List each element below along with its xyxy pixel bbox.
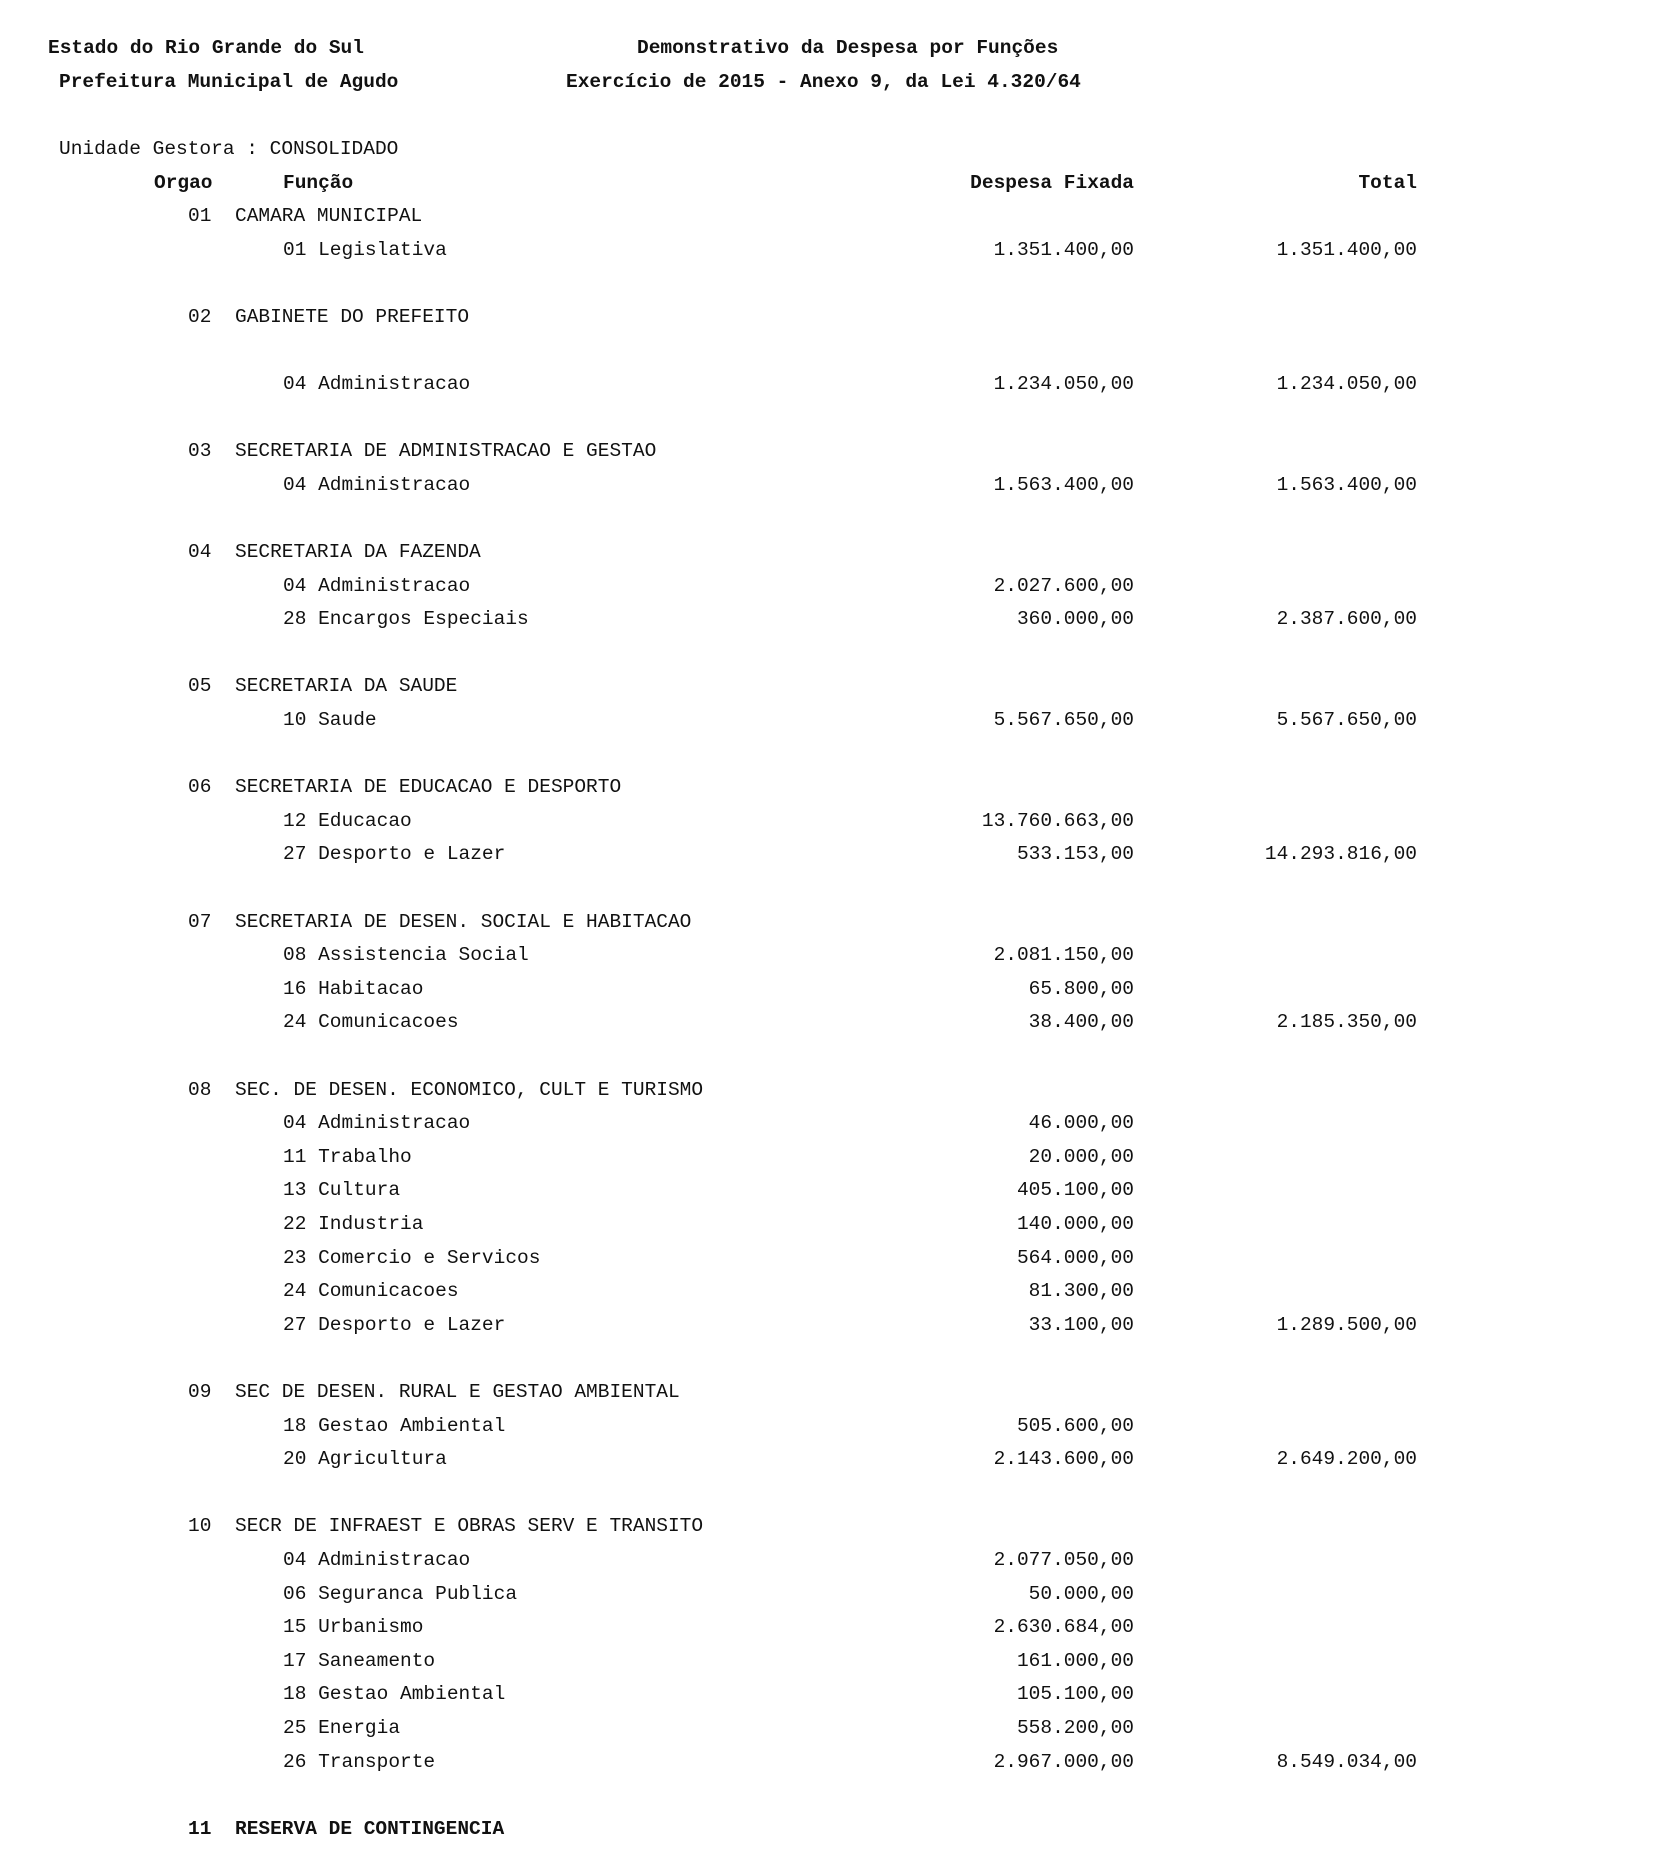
- orgao-code: 06: [188, 776, 212, 798]
- despesa-fixada-value: 2.967.000,00: [993, 1751, 1134, 1773]
- despesa-fixada-value: 2.077.050,00: [993, 1549, 1134, 1571]
- orgao-total-value: 1.351.400,00: [1276, 239, 1417, 261]
- report-title: Demonstrativo da Despesa por Funções: [637, 37, 1059, 59]
- orgao-total-value: 1.563.400,00: [1276, 474, 1417, 496]
- despesa-fixada-value: 533.153,00: [1016, 843, 1134, 865]
- despesa-fixada-value: 46.000,00: [1028, 1112, 1134, 1134]
- despesa-fixada-value: 2.027.600,00: [993, 575, 1134, 597]
- orgao-name: SEC DE DESEN. RURAL E GESTAO AMBIENTAL: [235, 1381, 680, 1403]
- funcao-label: 04 Administracao: [283, 1549, 471, 1571]
- orgao-total-value: 1.234.050,00: [1276, 373, 1417, 395]
- orgao-name: SECRETARIA DA SAUDE: [235, 675, 458, 697]
- funcao-label: 04 Administracao: [283, 1112, 471, 1134]
- orgao-code: 09: [188, 1381, 212, 1403]
- despesa-fixada-value: 1.563.400,00: [993, 474, 1134, 496]
- despesa-fixada-value: 81.300,00: [1028, 1280, 1134, 1302]
- column-header-orgao: Orgao: [154, 172, 213, 194]
- orgao-code: 03: [188, 440, 212, 462]
- funcao-label: 20 Agricultura: [283, 1448, 447, 1470]
- despesa-fixada-value: 2.081.150,00: [993, 944, 1134, 966]
- funcao-label: 27 Desporto e Lazer: [283, 1314, 506, 1336]
- orgao-name: SEC. DE DESEN. ECONOMICO, CULT E TURISMO: [235, 1079, 704, 1101]
- orgao-name: SECRETARIA DE EDUCACAO E DESPORTO: [235, 776, 622, 798]
- funcao-label: 17 Saneamento: [283, 1650, 436, 1672]
- despesa-fixada-value: 140.000,00: [1016, 1213, 1134, 1235]
- orgao-total-value: 2.387.600,00: [1276, 608, 1417, 630]
- funcao-label: 04 Administracao: [283, 474, 471, 496]
- orgao-code: 01: [188, 205, 212, 227]
- funcao-label: 04 Administracao: [283, 575, 471, 597]
- funcao-label: 06 Seguranca Publica: [283, 1583, 518, 1605]
- orgao-total-value: 2.649.200,00: [1276, 1448, 1417, 1470]
- orgao-code: 08: [188, 1079, 212, 1101]
- funcao-label: 27 Desporto e Lazer: [283, 843, 506, 865]
- unidade-gestora: Unidade Gestora : CONSOLIDADO: [59, 138, 399, 160]
- funcao-label: 28 Encargos Especiais: [283, 608, 529, 630]
- funcao-label: 04 Administracao: [283, 373, 471, 395]
- despesa-fixada-value: 20.000,00: [1028, 1146, 1134, 1168]
- funcao-label: 18 Gestao Ambiental: [283, 1683, 506, 1705]
- orgao-total-value: 14.293.816,00: [1264, 843, 1417, 865]
- orgao-name: RESERVA DE CONTINGENCIA: [235, 1818, 505, 1840]
- orgao-name: GABINETE DO PREFEITO: [235, 306, 470, 328]
- orgao-total-value: 1.289.500,00: [1276, 1314, 1417, 1336]
- despesa-fixada-value: 558.200,00: [1016, 1717, 1134, 1739]
- orgao-code: 02: [188, 306, 212, 328]
- funcao-label: 24 Comunicacoes: [283, 1011, 459, 1033]
- despesa-fixada-value: 38.400,00: [1028, 1011, 1134, 1033]
- orgao-code: 11: [188, 1818, 212, 1840]
- orgao-total-value: 5.567.650,00: [1276, 709, 1417, 731]
- funcao-label: 15 Urbanismo: [283, 1616, 424, 1638]
- despesa-fixada-value: 564.000,00: [1016, 1247, 1134, 1269]
- funcao-label: 22 Industria: [283, 1213, 424, 1235]
- municipality-name: Prefeitura Municipal de Agudo: [59, 71, 399, 93]
- despesa-fixada-value: 161.000,00: [1016, 1650, 1134, 1672]
- despesa-fixada-value: 360.000,00: [1016, 608, 1134, 630]
- funcao-label: 23 Comercio e Servicos: [283, 1247, 541, 1269]
- funcao-label: 18 Gestao Ambiental: [283, 1415, 506, 1437]
- orgao-name: SECR DE INFRAEST E OBRAS SERV E TRANSITO: [235, 1515, 704, 1537]
- orgao-total-value: 8.549.034,00: [1276, 1751, 1417, 1773]
- orgao-name: SECRETARIA DE DESEN. SOCIAL E HABITACAO: [235, 911, 692, 933]
- despesa-fixada-value: 5.567.650,00: [993, 709, 1134, 731]
- funcao-label: 10 Saude: [283, 709, 377, 731]
- funcao-label: 16 Habitacao: [283, 978, 424, 1000]
- despesa-fixada-value: 505.600,00: [1016, 1415, 1134, 1437]
- funcao-label: 25 Energia: [283, 1717, 401, 1739]
- orgao-code: 04: [188, 541, 212, 563]
- despesa-fixada-value: 405.100,00: [1016, 1179, 1134, 1201]
- orgao-total-value: 2.185.350,00: [1276, 1011, 1417, 1033]
- funcao-label: 11 Trabalho: [283, 1146, 412, 1168]
- orgao-code: 07: [188, 911, 212, 933]
- despesa-fixada-value: 33.100,00: [1028, 1314, 1134, 1336]
- funcao-label: 26 Transporte: [283, 1751, 436, 1773]
- funcao-label: 13 Cultura: [283, 1179, 401, 1201]
- despesa-fixada-value: 13.760.663,00: [981, 810, 1134, 832]
- report-subtitle: Exercício de 2015 - Anexo 9, da Lei 4.320/64: [566, 71, 1081, 93]
- column-header-despesa: Despesa Fixada: [970, 172, 1134, 194]
- despesa-fixada-value: 65.800,00: [1028, 978, 1134, 1000]
- orgao-name: CAMARA MUNICIPAL: [235, 205, 423, 227]
- funcao-label: 12 Educacao: [283, 810, 412, 832]
- orgao-name: SECRETARIA DE ADMINISTRACAO E GESTAO: [235, 440, 657, 462]
- column-header-total: Total: [1358, 172, 1417, 194]
- despesa-fixada-value: 2.143.600,00: [993, 1448, 1134, 1470]
- orgao-code: 10: [188, 1515, 212, 1537]
- state-name: Estado do Rio Grande do Sul: [48, 37, 364, 59]
- despesa-fixada-value: 1.234.050,00: [993, 373, 1134, 395]
- despesa-fixada-value: 2.630.684,00: [993, 1616, 1134, 1638]
- funcao-label: 01 Legislativa: [283, 239, 447, 261]
- despesa-fixada-value: 50.000,00: [1028, 1583, 1134, 1605]
- orgao-name: SECRETARIA DA FAZENDA: [235, 541, 481, 563]
- funcao-label: 08 Assistencia Social: [283, 944, 529, 966]
- column-header-funcao: Função: [283, 172, 354, 194]
- funcao-label: 24 Comunicacoes: [283, 1280, 459, 1302]
- orgao-code: 05: [188, 675, 212, 697]
- despesa-fixada-value: 1.351.400,00: [993, 239, 1134, 261]
- despesa-fixada-value: 105.100,00: [1016, 1683, 1134, 1705]
